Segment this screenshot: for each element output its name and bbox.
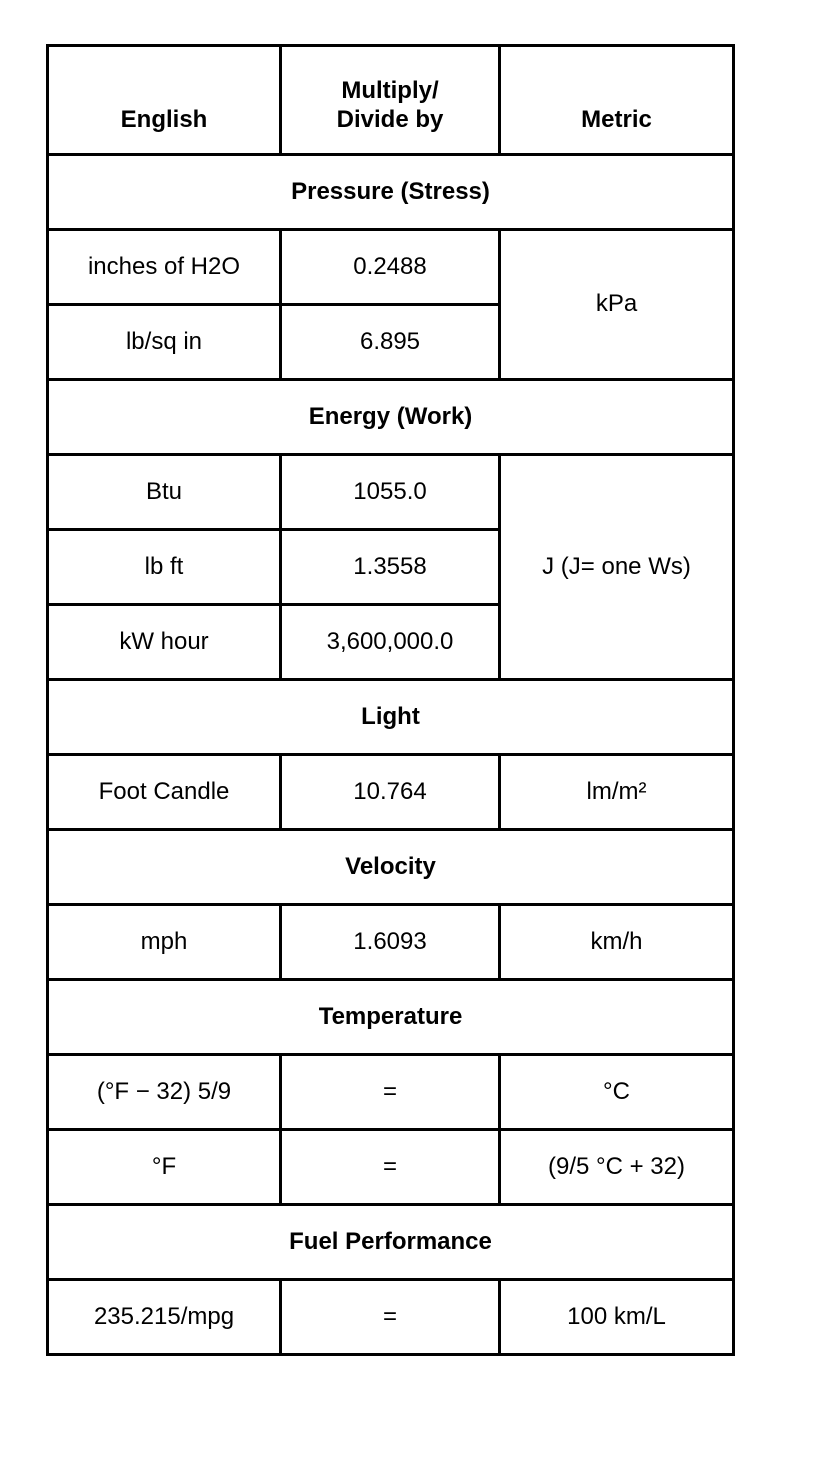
english-cell: (°F − 32) 5/9: [48, 1055, 281, 1130]
section-row-energy: [48, 380, 734, 455]
section-title-pressure: Pressure (Stress): [48, 155, 734, 230]
header-metric: Metric: [500, 46, 734, 155]
metric-cell: °C: [500, 1055, 734, 1130]
section-row-temperature: [48, 980, 734, 1055]
section-row-light: [48, 680, 734, 755]
section-title-fuel: Fuel Performance: [48, 1205, 734, 1280]
factor-cell: 1.6093: [281, 905, 500, 980]
section-title-velocity: Velocity: [48, 830, 734, 905]
section-title-light: Light: [48, 680, 734, 755]
english-cell: °F: [48, 1130, 281, 1205]
metric-cell: kPa: [500, 230, 734, 380]
section-row-fuel: [48, 1205, 734, 1280]
english-cell: inches of H2O: [48, 230, 281, 305]
table-row: [48, 1055, 734, 1130]
table-row: [48, 905, 734, 980]
factor-cell: =: [281, 1130, 500, 1205]
factor-cell: =: [281, 1280, 500, 1355]
header-factor-line1: Multiply/: [341, 77, 439, 105]
factor-cell: 10.764: [281, 755, 500, 830]
factor-cell: =: [281, 1055, 500, 1130]
metric-cell: (9/5 °C + 32): [500, 1130, 734, 1205]
english-cell: Foot Candle: [48, 755, 281, 830]
header-factor: [281, 46, 500, 155]
english-cell: mph: [48, 905, 281, 980]
english-cell: lb ft: [48, 530, 281, 605]
section-row-velocity: [48, 830, 734, 905]
table-row: [48, 455, 734, 530]
table-row: [48, 230, 734, 305]
factor-cell: 0.2488: [281, 230, 500, 305]
factor-cell: 6.895: [281, 305, 500, 380]
english-cell: 235.215/mpg: [48, 1280, 281, 1355]
table-row: [48, 1130, 734, 1205]
header-english: English: [48, 46, 281, 155]
header-factor-line2: Divide by: [336, 106, 444, 134]
section-row-pressure: [48, 155, 734, 230]
table-row: [48, 755, 734, 830]
header-row: [48, 46, 734, 155]
metric-cell: km/h: [500, 905, 734, 980]
section-title-energy: Energy (Work): [48, 380, 734, 455]
section-title-temperature: Temperature: [48, 980, 734, 1055]
metric-cell: 100 km/L: [500, 1280, 734, 1355]
factor-cell: 3,600,000.0: [281, 605, 500, 680]
metric-cell: J (J= one Ws): [500, 455, 734, 680]
factor-cell: 1055.0: [281, 455, 500, 530]
english-cell: Btu: [48, 455, 281, 530]
conversion-table: [46, 44, 735, 1356]
table-row: [48, 1280, 734, 1355]
factor-cell: 1.3558: [281, 530, 500, 605]
english-cell: kW hour: [48, 605, 281, 680]
metric-cell: lm/m²: [500, 755, 734, 830]
english-cell: lb/sq in: [48, 305, 281, 380]
